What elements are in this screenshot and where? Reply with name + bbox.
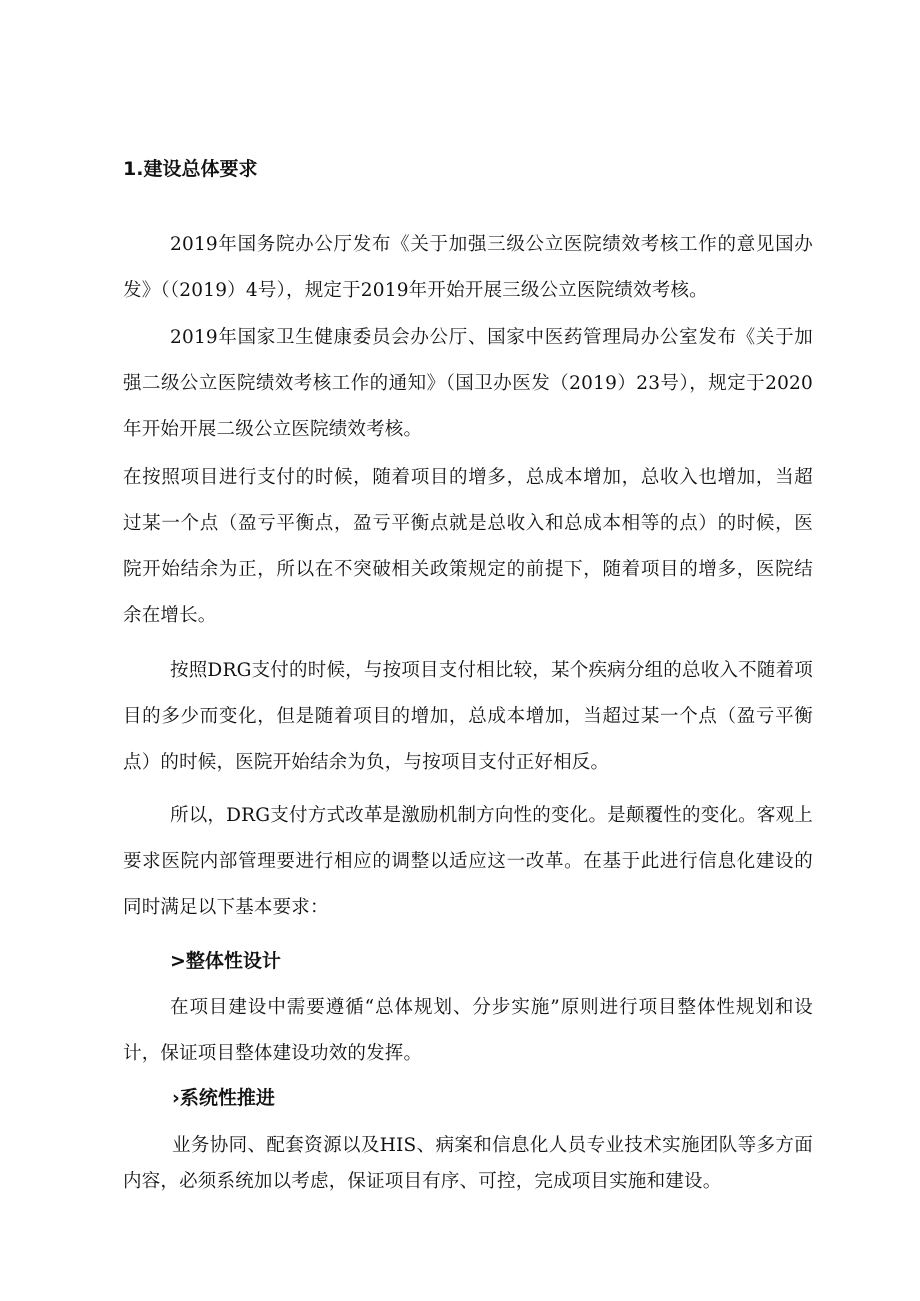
paragraph-fee-for-service: 在按照项目进行支付的时候，随着项目的增多，总成本增加，总收入也增加，当超过某一个点（盈亏平衡点，盈亏平衡点就是总收入和总成本相等的点）的时候，医院开始结余为正，所以在不突破相关政策规定的前提下，随着项目的增多，医院结余在增长。 [123,467,813,626]
paragraph-drg-payment: 按照DRG支付的时候，与按项目支付相比较，某个疾病分组的总收入不随着项目的多少而变化，但是随着项目的增加，总成本增加，当超过某一个点（盈亏平衡点）的时候，医院开始结余为负，与按项目支付正好相反。 [123,660,813,773]
paragraph-tertiary-hospital-assessment: 2019年国务院办公厅发布《关于加强三级公立医院绩效考核工作的意见国办发》（（2019）4号），规定于2019年开始开展三级公立医院绩效考核。 [123,234,813,301]
subheading-overall-design: >整体性设计 [170,950,281,972]
paragraph-overall-design: 在项目建设中需要遵循“总体规划、分步实施”原则进行项目整体性规划和设计，保证项目整体建设功效的发挥。 [123,997,813,1064]
paragraph-drg-reform: 所以，DRG支付方式改革是激励机制方向性的变化。是颠覆性的变化。客观上要求医院内部管理要进行相应的调整以适应这一改革。在基于此进行信息化建设的同时满足以下基本要求： [123,805,813,918]
subheading-systematic-advance: ›系统性推进 [172,1087,275,1109]
paragraph-systematic-advance: 业务协同、配套资源以及HIS、病案和信息化人员专业技术实施团队等多方面内容，必须系统加以考虑，保证项目有序、可控，完成项目实施和建设。 [123,1135,813,1192]
section-heading: 1.建设总体要求 [123,158,258,180]
paragraph-secondary-hospital-assessment: 2019年国家卫生健康委员会办公厅、国家中医药管理局办公室发布《关于加强二级公立医院绩效考核工作的通知》（国卫办医发（2019）23号），规定于2020年开始开展二级公立医院绩效考核。 [123,327,813,440]
